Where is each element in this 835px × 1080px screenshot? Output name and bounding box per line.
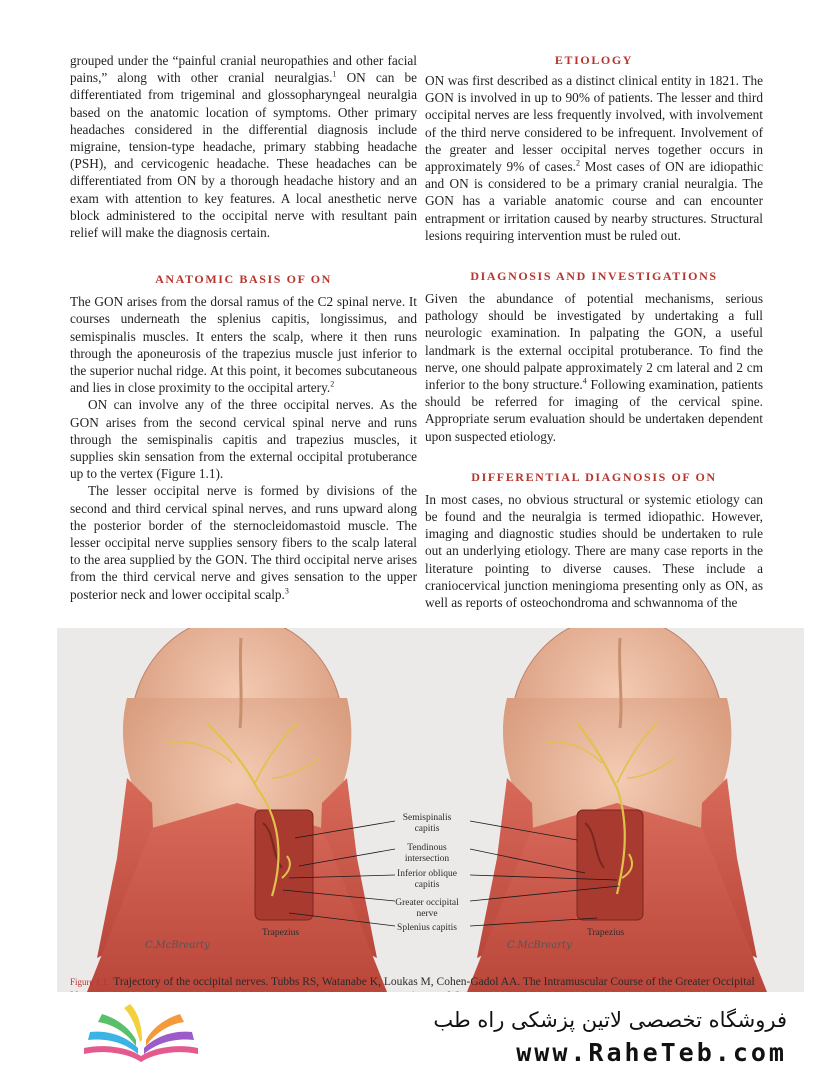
right-signature: C.McBrearty <box>507 940 572 951</box>
left-trapezius-label: Trapezius <box>262 928 300 938</box>
heading-differential: DIFFERENTIAL DIAGNOSIS OF ON <box>471 469 717 484</box>
etiology-text: ON was first described as a distinct clinical entity in 1821. The GON is involved in up to 90% of patients. The lesser and third occipital nerves are less frequently involved, with involvement of the third nerve considered to be infrequent. Involvement of the greater and lesser occipital nerves together occurs in approximately 9% of cases. <box>425 73 763 175</box>
label-tendinous-1: Tendinous <box>407 843 447 853</box>
occipital-nerve-illustration <box>57 628 804 992</box>
anatomic-text-3: The lesser occipital nerve is formed by divisions of the second and third cervical spinal nerves, and runs upward along the posterior border of the sternocleidomastoid muscle. The lesser occipital nerve supplies sensory fibers to the scalp lateral to the area supplied by the GON. The third occipital nerve arises from the third cervical nerve and gives sensation to the upper posterior neck and lower occipital scalp. <box>70 483 417 602</box>
left-suture <box>240 638 241 728</box>
diagnosis-text-rest: Following examination, patients should be referred for imaging of the cervical spine. Appropriate serum evaluation should be undertaken dependent upon suspected etiology. <box>425 377 763 444</box>
figure-label: Figure 1.1. <box>70 977 110 987</box>
right-head-drawing <box>467 628 767 992</box>
anatomic-paragraph-1 <box>70 293 417 396</box>
caption-text: Trajectory of the occipital nerves. Tubbs RS, Watanabe K, Loukas M, Cohen-Gadol AA. The Intramuscular Course of the Greater Occipital <box>113 976 755 988</box>
heading-anatomic-basis: ANATOMIC BASIS OF ON <box>155 272 332 287</box>
right-semispinalis-window <box>577 810 643 920</box>
etiology-text-rest: Most cases of ON are idiopathic and ON is considered to be a primary cranial neuralgia. The GON has a variable anatomic course and can encounter entrapment or irritation caused by nearby structures. Structural lesions requiring intervention must be ruled out. <box>425 159 763 243</box>
store-name: فروشگاه تخصصی لاتین پزشکی راه طب <box>433 1008 787 1032</box>
diagnosis-paragraph <box>425 290 763 445</box>
heading-etiology: ETIOLOGY <box>554 53 634 67</box>
label-semispinalis-1: Semispinalis <box>402 813 452 823</box>
label-inferior-oblique-2: capitis <box>414 880 440 890</box>
label-tendinous-2: intersection <box>404 854 450 864</box>
right-suture <box>620 638 621 728</box>
footnote-ref: 2 <box>575 158 580 168</box>
footnote-ref: 4 <box>582 376 587 386</box>
figure-illustration <box>57 628 804 992</box>
anatomic-paragraph-3 <box>70 482 417 602</box>
store-url-link[interactable]: www.RaheTeb.com <box>516 1038 787 1067</box>
label-greater-occipital-1: Greater occipital <box>395 898 459 908</box>
intro-paragraph <box>70 52 417 241</box>
label-inferior-oblique-1: Inferior oblique <box>397 869 457 879</box>
intro-text-rest: ON can be differentiated from trigeminal and glossopharyngeal neuralgia based on the anatomic location of symptoms. Other primary headaches considered in the differential diagnosis include migraine, tension-type headache, primary stabbing headache (PSH), and cervicogenic headache. These headaches can be differentiated from ON by a thorough headache history and an exam with attention to key features. A local anesthetic nerve block administered to the occipital nerve with resultant pain relief will make the diagnosis certain. <box>70 70 417 241</box>
center-labels <box>395 813 459 933</box>
label-semispinalis-2: capitis <box>414 824 440 834</box>
footnote-ref: 1 <box>332 69 337 79</box>
differential-paragraph: In most cases, no obvious structural or systemic etiology can be found and the neuralgia is termed idiopathic. However, imaging and diagnostic studies should be undertaken to rule out an underlying etiology. There are many case reports in the literature pointing to diverse causes. These include a craniocervical junction meningioma presenting only as ON, as well as reports of osteochondroma and schwannoma of the <box>425 491 763 611</box>
anatomic-paragraph-2: ON can involve any of the three occipital nerves. As the GON arises from the second cervical spinal nerve and runs through the semispinalis capitis and trapezius muscles, it supplies skin sensation from the external occipital protuberance up to the vertex (Figure 1.1). <box>70 397 417 482</box>
etiology-paragraph <box>425 72 763 244</box>
left-head-drawing <box>87 628 387 992</box>
store-banner <box>0 992 835 1080</box>
label-greater-occipital-2: nerve <box>416 909 438 919</box>
heading-diagnosis: DIAGNOSIS AND INVESTIGATIONS <box>470 269 718 284</box>
label-splenius: Splenius capitis <box>397 923 457 933</box>
right-column <box>425 52 763 611</box>
anatomic-text-1: The GON arises from the dorsal ramus of the C2 spinal nerve. It courses underneath the splenius capitis, longissimus, and semispinalis muscles. It enters the scalp, where it then runs through the aponeurosis of the trapezius muscle just inferior to the superior nuchal ridge. At this point, it becomes subcutaneous and lies in close proximity to the occipital artery. <box>70 294 417 396</box>
caption-line-1 <box>70 975 760 989</box>
left-signature: C.McBrearty <box>145 940 210 951</box>
footnote-ref: 3 <box>284 586 289 596</box>
intro-text: grouped under the “painful cranial neuropathies and other facial pains,” along with other cranial neuralgias. <box>70 53 417 86</box>
footnote-ref: 2 <box>330 379 335 389</box>
open-book-logo-icon <box>76 1002 206 1072</box>
right-trapezius-label: Trapezius <box>587 928 625 938</box>
left-column <box>70 52 417 603</box>
diagnosis-text: Given the abundance of potential mechanisms, serious pathology should be investigated by undertaking a full neurologic examination. In palpating the GON, a useful landmark is the external occipital protuberance. To find the nerve, one should palpate approximately 2 cm lateral and 2 cm inferior to the bony structure. <box>425 291 763 393</box>
